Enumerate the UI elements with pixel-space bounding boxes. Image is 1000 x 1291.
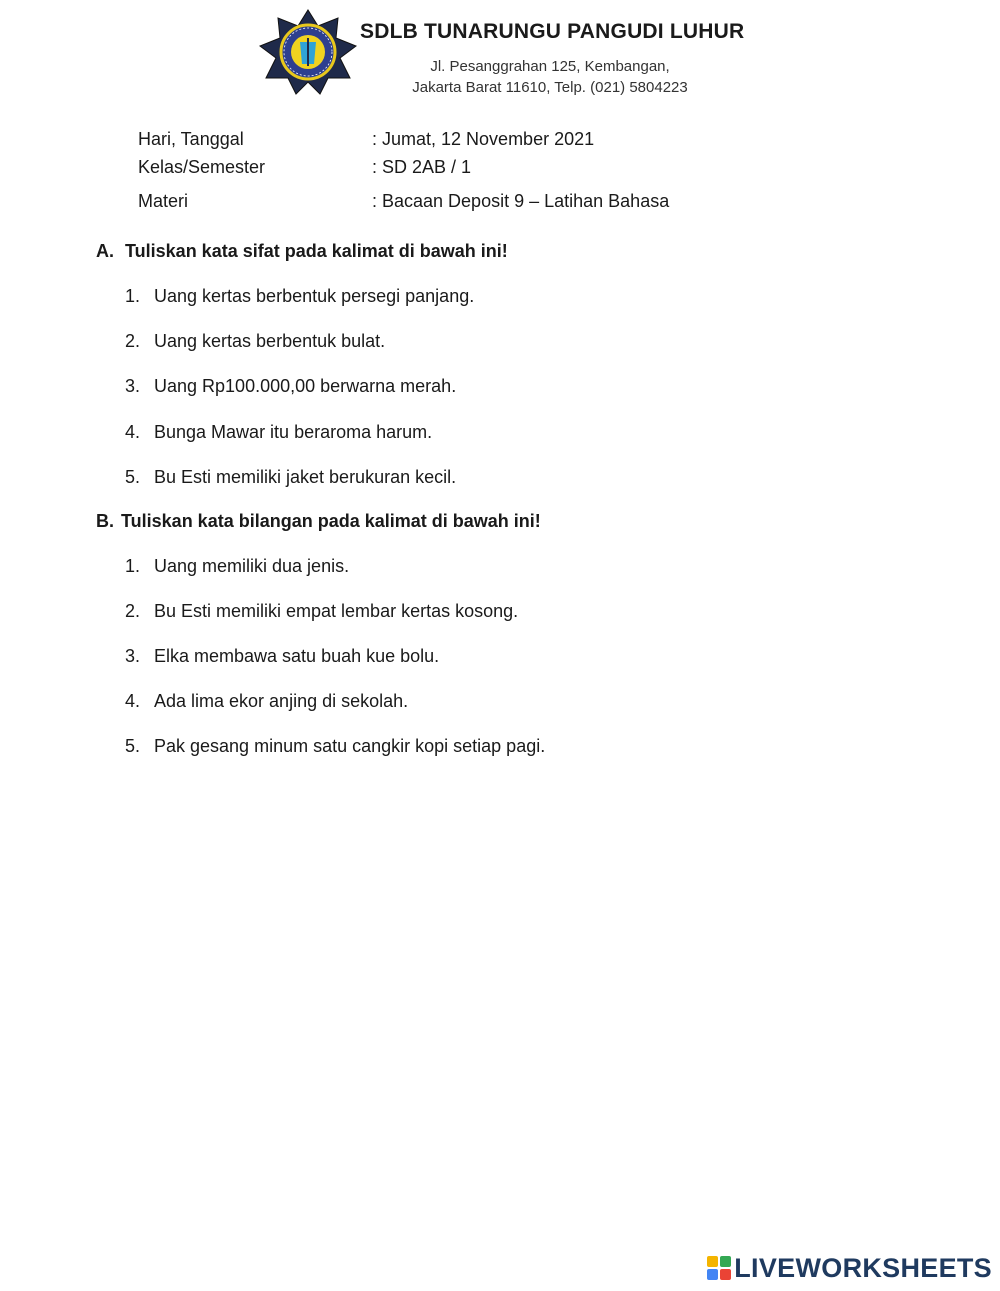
list-item — [125, 422, 432, 443]
item-number: 2. — [125, 331, 141, 351]
item-number: 5. — [125, 736, 141, 756]
info-label: Hari, Tanggal — [138, 129, 244, 149]
list-item — [125, 691, 408, 712]
school-address — [400, 56, 700, 98]
item-text: Bu Esti memiliki jaket berukuran kecil. — [154, 467, 457, 487]
letterhead — [258, 8, 758, 98]
list-item — [125, 286, 474, 307]
item-text: Pak gesang minum satu cangkir kopi setiap pagi. — [154, 736, 546, 756]
info-value: : Bacaan Deposit 9 – Latihan Bahasa — [372, 191, 670, 211]
item-text: Elka membawa satu buah kue bolu. — [154, 646, 440, 666]
section-b-title — [96, 511, 541, 532]
item-number: 3. — [125, 376, 141, 396]
section-letter: A. — [96, 241, 114, 261]
address-line-2: Jakarta Barat 11610, Telp. (021) 5804223 — [412, 79, 688, 96]
list-item — [125, 556, 349, 577]
section-heading: Tuliskan kata bilangan pada kalimat di bawah ini! — [121, 511, 541, 531]
school-crest-icon — [258, 8, 358, 96]
list-item — [125, 331, 385, 352]
item-number: 4. — [125, 691, 141, 711]
list-item — [125, 376, 456, 397]
item-text: Bunga Mawar itu beraroma harum. — [154, 422, 433, 442]
liveworksheets-logo-icon — [706, 1255, 732, 1281]
list-item — [125, 467, 456, 488]
item-text: Uang kertas berbentuk persegi panjang. — [154, 286, 475, 306]
address-line-1: Jl. Pesanggrahan 125, Kembangan, — [430, 58, 670, 75]
item-number: 1. — [125, 556, 141, 576]
info-value: : Jumat, 12 November 2021 — [372, 129, 595, 149]
item-number: 1. — [125, 286, 141, 306]
info-label: Kelas/Semester — [138, 157, 266, 177]
item-text: Uang memiliki dua jenis. — [154, 556, 350, 576]
item-number: 4. — [125, 422, 141, 442]
list-item — [125, 601, 518, 622]
liveworksheets-watermark — [706, 1253, 992, 1283]
item-text: Ada lima ekor anjing di sekolah. — [154, 691, 409, 711]
list-item — [125, 736, 545, 757]
item-number: 3. — [125, 646, 141, 666]
item-text: Uang Rp100.000,00 berwarna merah. — [154, 376, 457, 396]
item-number: 5. — [125, 467, 141, 487]
section-a-title — [96, 241, 508, 262]
item-text: Uang kertas berbentuk bulat. — [154, 331, 386, 351]
item-number: 2. — [125, 601, 141, 621]
school-name: SDLB TUNARUNGU PANGUDI LUHUR — [360, 20, 745, 43]
list-item — [125, 646, 439, 667]
item-text: Bu Esti memiliki empat lembar kertas kosong. — [154, 601, 519, 621]
info-label: Materi — [138, 191, 189, 211]
watermark-text: LIVEWORKSHEETS — [734, 1252, 992, 1283]
section-heading: Tuliskan kata sifat pada kalimat di bawah ini! — [125, 241, 508, 261]
section-letter: B. — [96, 511, 114, 531]
info-value: : SD 2AB / 1 — [372, 157, 472, 177]
